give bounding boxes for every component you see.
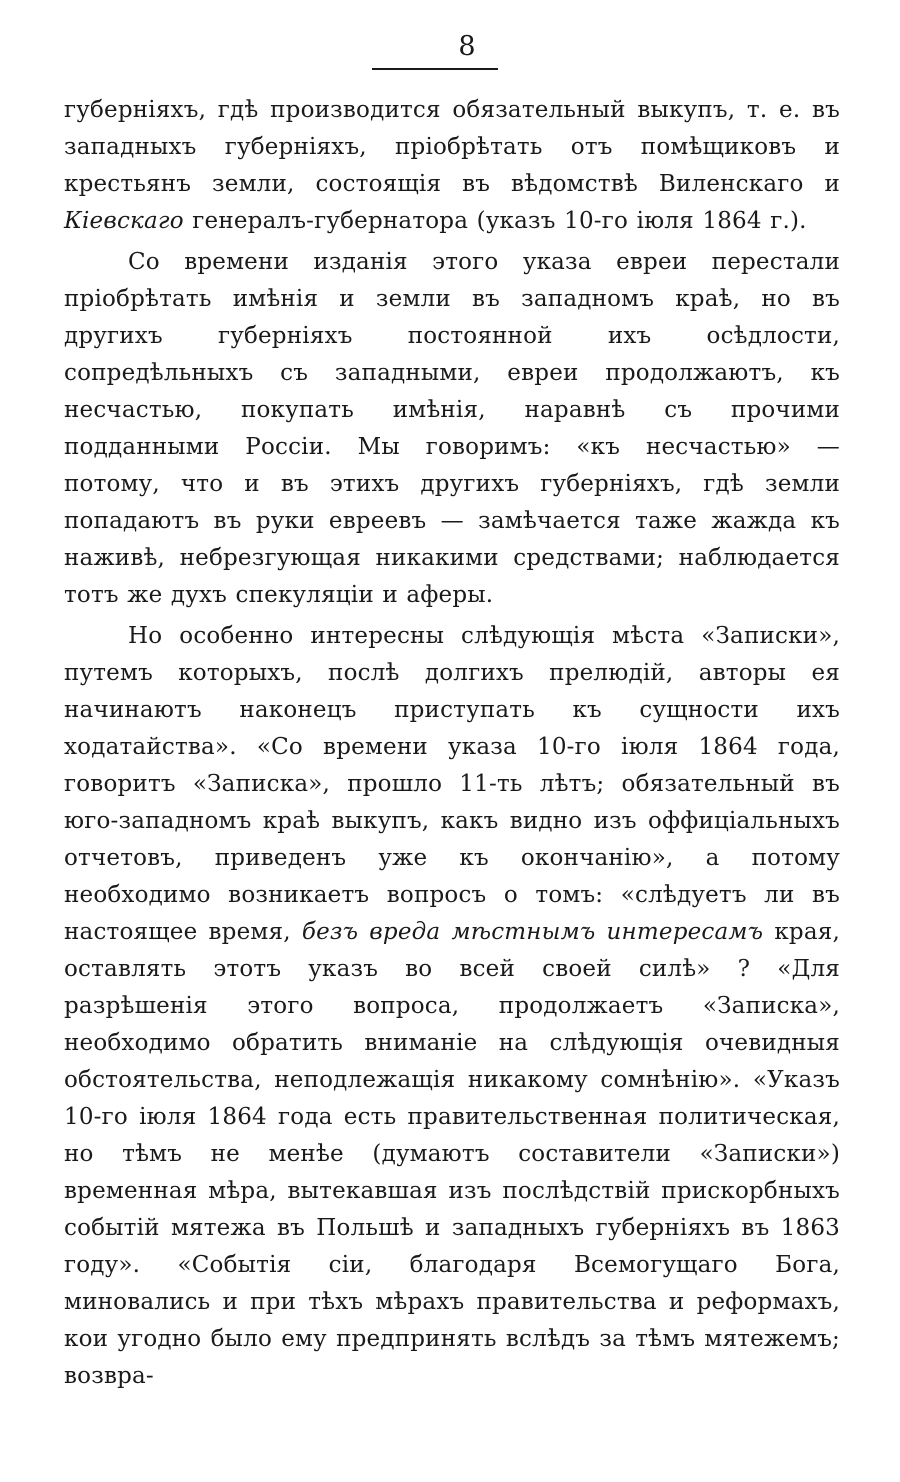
paragraph-1-text-b: генералъ-губернатора (указъ 10-го іюля 1864 г.). [183,208,807,234]
paragraph-1-italic-kievskago: Кіевскаго [64,208,184,234]
paragraph-1-text-a: губерніяхъ, гдѣ производится обязательный выкупъ, т. е. въ западныхъ губерніяхъ, пріобрѣтать отъ помѣщиковъ и крестьянъ земли, состоящія въ вѣдомствѣ Виленскаго и [64,97,840,197]
body-text [64,92,840,1395]
book-page [64,30,840,1395]
page-number: 8 [458,31,476,62]
paragraph-3 [64,618,840,1395]
paragraph-3-italic-phrase: безъ вреда мѣстнымъ интересамъ [301,919,764,945]
paragraph-3-text-b: края, оставлять этотъ указъ во всей своей силѣ» ? «Для разрѣшенія этого вопроса, продолжаетъ «Записка», необходимо обратить вниманіе на слѣдующія очевидныя обстоятельства, неподлежащія никакому сомнѣнію». «Указъ 10-го іюля 1864 года есть правительственная политическая, но тѣмъ не менѣе (думаютъ составители «Записки») временная мѣра, вытекавшая изъ послѣдствій прискорбныхъ событій мятежа въ Польшѣ и западныхъ губерніяхъ въ 1863 году». «Событія сіи, благодаря Всемогущаго Бога, миновались и при тѣхъ мѣрахъ правительства и реформахъ, кои угодно было ему предпринять вслѣдъ за тѣмъ мятежемъ; возвра- [64,919,840,1389]
paragraph-2 [64,244,840,614]
page-number-rule [372,68,498,70]
paragraph-1 [64,92,840,240]
paragraph-2-text: Со времени изданія этого указа евреи перестали пріобрѣтать имѣнія и земли въ западномъ краѣ, но въ другихъ губерніяхъ постоянной ихъ осѣдлости, сопредѣльныхъ съ западными, евреи продолжаютъ, къ несчастью, покупать имѣнія, наравнѣ съ прочими подданными Россіи. Мы говоримъ: «къ несчастью» — потому, что и въ этихъ другихъ губерніяхъ, гдѣ земли попадаютъ въ руки евреевъ — замѣчается таже жажда къ наживѣ, небрезгующая никакими средствами; наблюдается тотъ же духъ спекуляціи и аферы. [64,249,840,608]
paragraph-3-text-a: Но особенно интересны слѣдующія мѣста «Записки», путемъ которыхъ, послѣ долгихъ прелюдій, авторы ея начинаютъ наконецъ приступать къ сущности ихъ ходатайства». «Со времени указа 10-го іюля 1864 года, говоритъ «Записка», прошло 11-ть лѣтъ; обязательный въ юго-западномъ краѣ выкупъ, какъ видно изъ оффиціальныхъ отчетовъ, приведенъ уже къ окончанію», а потому необходимо возникаетъ вопросъ о томъ: «слѣдуетъ ли въ настоящее время, [64,623,840,945]
